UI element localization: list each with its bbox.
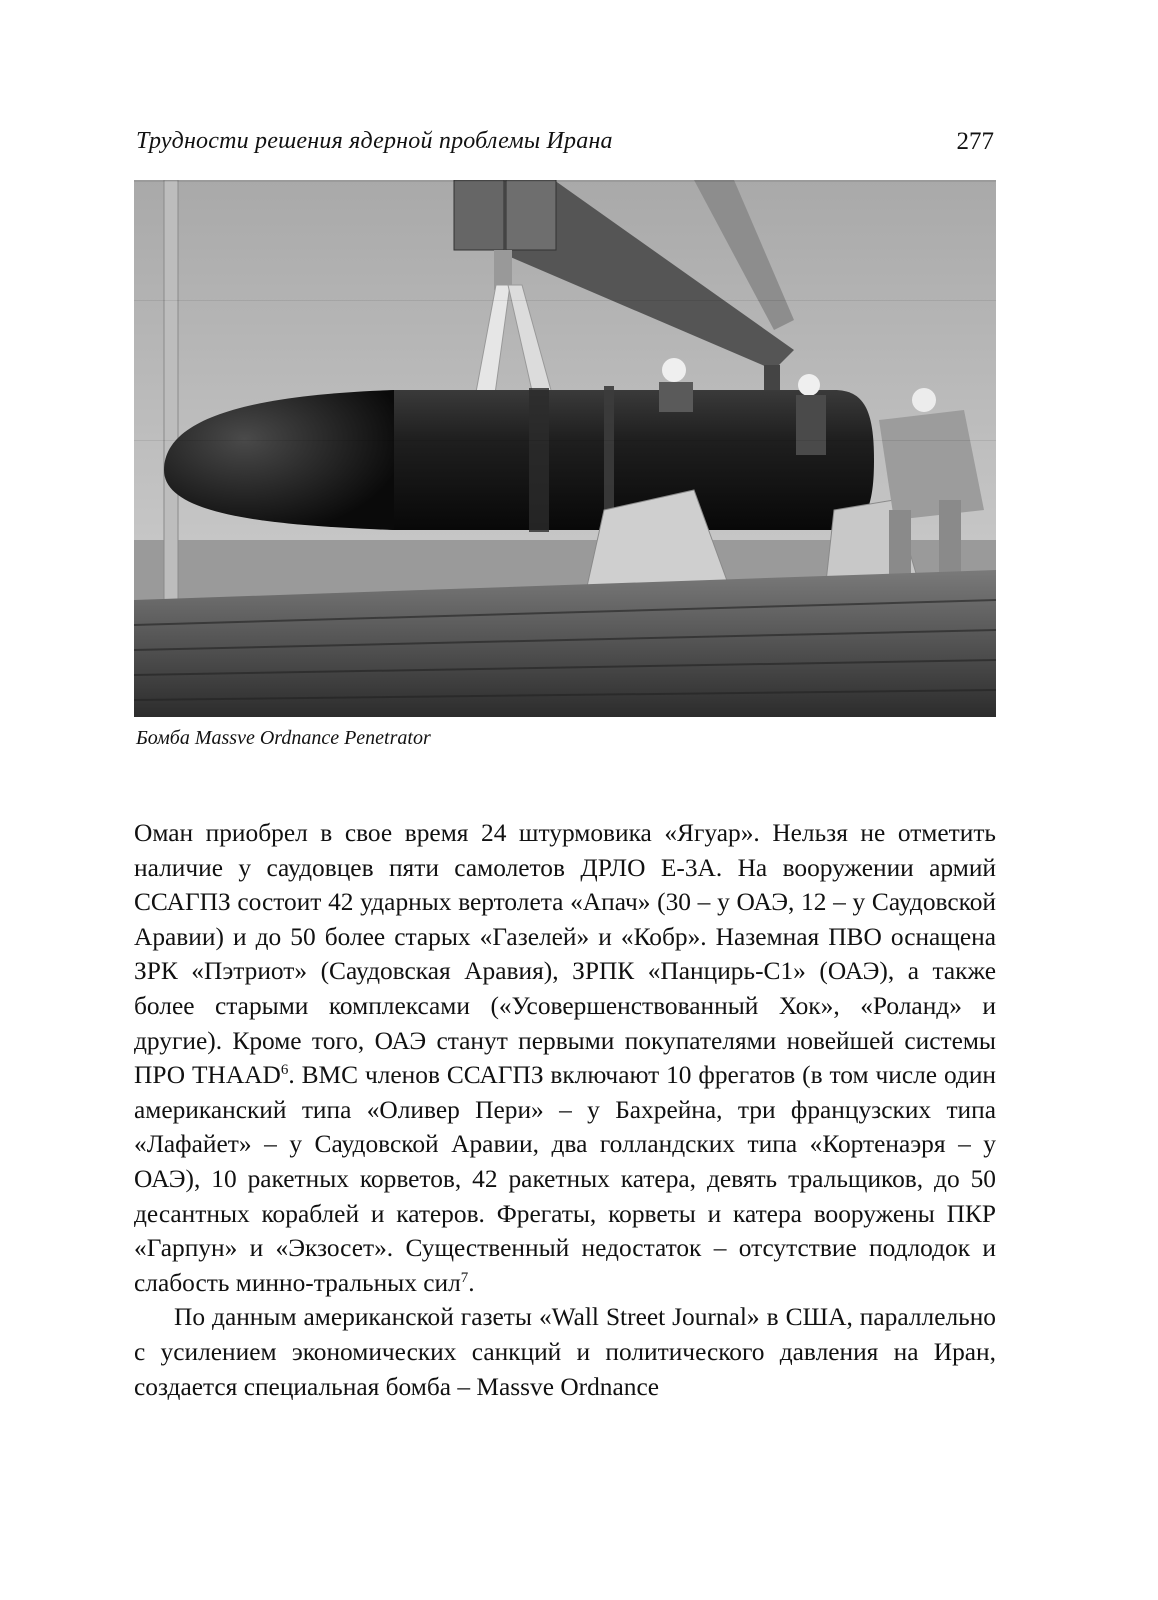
- paragraph-1-text-a: Оман приобрел в свое время 24 штурмовика «Ягуар». Нельзя не отметить наличие у саудовцев пяти самолетов ДРЛО Е-3А. На вооружении армий ССАГПЗ состоит 42 ударных вертолета «Апач» (30 – у ОАЭ, 12 – у Саудовской Аравии) и до 50 более старых «Газелей» и «Кобр». Наземная ПВО оснащена ЗРК «Пэтриот» (Саудовская Аравия), ЗРПК «Панцирь-С1» (ОАЭ), а также более старыми комплексами («Усовершенствованный Хок», «Роланд» и другие). Кроме того, ОАЭ станут первыми покупателями новейшей системы ПРО THAAD: [134, 819, 996, 1090]
- footnote-ref-7[interactable]: 7: [460, 1269, 469, 1286]
- paragraph-2: По данным американской газеты «Wall Street Journal» в США, параллельно с усилением экономических санкций и политического давления на Иран, создается специальная бомба – Massve Ordnance: [134, 1303, 996, 1401]
- paragraph-1: [134, 816, 996, 1300]
- body-text: [134, 816, 996, 1404]
- footnote-ref-6[interactable]: 6: [280, 1062, 289, 1079]
- page-number: 277: [956, 128, 994, 155]
- paragraph-1-text-b: . ВМС членов ССАГПЗ включают 10 фрегатов (в том числе один американский типа «Оливер Пери» – у Бахрейна, три французских типа «Лафайет» – у Саудовской Аравии, два голландских типа «Кортенаэря – у ОАЭ), 10 ракетных корветов, 42 ракетных катера, девять тральщиков, до 50 десантных кораблей и катеров. Фрегаты, корветы и катера вооружены ПКР «Гарпун» и «Экзосет». Существенный недостаток – отсутствие подлодок и слабость минно-тральных сил: [134, 1061, 996, 1297]
- running-head: [136, 128, 996, 168]
- running-title: Трудности решения ядерной проблемы Ирана: [136, 128, 613, 154]
- paragraph-1-text-c: .: [468, 1268, 475, 1297]
- bomb-photo: [134, 180, 996, 717]
- figure-caption: Бомба Massve Ordnance Penetrator: [136, 727, 431, 749]
